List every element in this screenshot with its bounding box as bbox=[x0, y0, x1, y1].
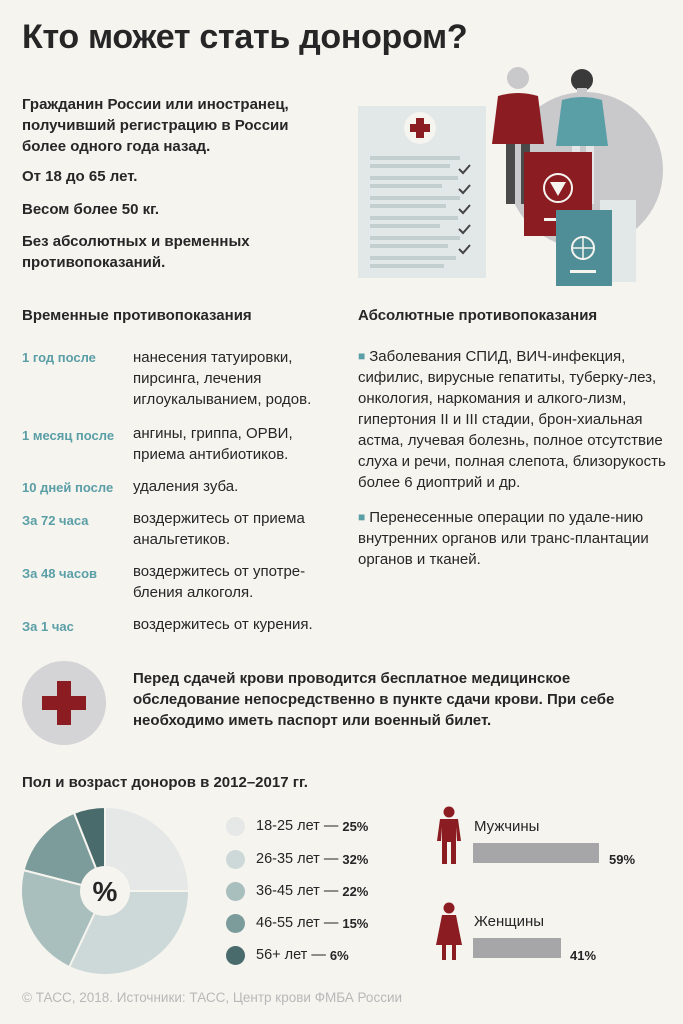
legend-label: 36-45 лет bbox=[256, 883, 320, 899]
age-pie-chart bbox=[18, 804, 192, 978]
absolute-item-text: Заболевания СПИД, ВИЧ-инфекция, сифилис, вирусные гепатиты, туберку-лез, онкология, наркомания и алкого-лизм, гипертония II и III стадии, брон-хиальная астма, лучевая болезнь, полное отсутствие слуха и речи, полная слепота, близорукость более 6 диоптрий и др. bbox=[358, 348, 666, 491]
men-value: 59% bbox=[609, 852, 636, 867]
gender-label-women: Женщины bbox=[474, 913, 545, 930]
requirement-citizenship: Гражданин России или иностранец, получивший регистрацию в России более одного года назад. bbox=[22, 96, 289, 155]
absolute-heading: Абсолютные противопоказания bbox=[358, 307, 598, 324]
pie-center-label: % bbox=[92, 876, 118, 907]
legend-value: 32% bbox=[342, 851, 369, 867]
legend-value: 25% bbox=[342, 818, 369, 834]
legend-label: 46-55 лет bbox=[256, 915, 320, 931]
temporary-term: За 72 часа bbox=[22, 513, 89, 528]
legend-swatch bbox=[226, 946, 245, 965]
temporary-desc: воздержитесь от употре-бления алкоголя. bbox=[133, 563, 306, 601]
women-value: 41% bbox=[570, 948, 597, 963]
legend-dash: — bbox=[319, 818, 339, 834]
square-bullet-icon: ■ bbox=[358, 510, 366, 524]
legend-label: 18-25 лет bbox=[256, 818, 320, 834]
legend-swatch bbox=[226, 817, 245, 836]
temporary-term: За 48 часов bbox=[22, 566, 97, 581]
page-title: Кто может стать донором? bbox=[22, 18, 468, 56]
legend-dash: — bbox=[307, 947, 326, 963]
temporary-term: За 1 час bbox=[22, 619, 74, 634]
temporary-desc: воздержитесь от приема анальгетиков. bbox=[133, 510, 305, 548]
legend-value: 22% bbox=[342, 883, 369, 899]
legend-value: 6% bbox=[329, 947, 349, 963]
legend-label: 26-35 лет bbox=[256, 851, 320, 867]
temporary-desc: нанесения татуировки, пирсинга, лечения иглоукалыванием, родов. bbox=[133, 349, 312, 408]
legend-label: 56+ лет bbox=[256, 947, 308, 963]
legend-swatch bbox=[226, 882, 245, 901]
square-bullet-icon: ■ bbox=[358, 349, 366, 363]
temporary-term: 1 год после bbox=[22, 350, 96, 365]
temporary-term: 10 дней после bbox=[22, 480, 114, 495]
men-bar bbox=[473, 843, 599, 863]
legend-item bbox=[226, 881, 368, 901]
chart-title: Пол и возраст доноров в 2012–2017 гг. bbox=[22, 774, 308, 791]
info-text: Перед сдачей крови проводится бесплатное медицинское обследование непосредственно в пункте сдачи крови. При себе необходимо иметь паспорт или военный билет. bbox=[133, 670, 615, 729]
footer-source: © ТАСС, 2018. Источники: ТАСС, Центр крови ФМБА России bbox=[22, 990, 403, 1005]
legend-dash: — bbox=[319, 915, 339, 931]
legend-swatch bbox=[226, 850, 245, 869]
temporary-desc: ангины, гриппа, ОРВИ, приема антибиотиков. bbox=[133, 425, 293, 463]
temporary-term: 1 месяц после bbox=[22, 428, 115, 443]
women-bar bbox=[473, 938, 561, 958]
absolute-item bbox=[358, 346, 668, 493]
legend-item bbox=[226, 849, 368, 869]
requirement-age: От 18 до 65 лет. bbox=[22, 168, 138, 185]
legend-dash: — bbox=[319, 883, 339, 899]
temporary-desc: воздержитесь от курения. bbox=[133, 616, 313, 633]
legend-dash: — bbox=[319, 851, 339, 867]
man-icon bbox=[436, 806, 462, 864]
requirement-weight: Весом более 50 кг. bbox=[22, 201, 160, 218]
donor-documents-illustration bbox=[350, 60, 670, 290]
legend-item bbox=[226, 816, 368, 836]
legend-item bbox=[226, 913, 368, 933]
gender-label-men: Мужчины bbox=[474, 818, 540, 835]
medical-cross-icon bbox=[22, 661, 106, 745]
absolute-list bbox=[358, 346, 668, 584]
temporary-heading: Временные противопоказания bbox=[22, 307, 252, 324]
temporary-desc: удаления зуба. bbox=[133, 478, 239, 495]
legend-swatch bbox=[226, 914, 245, 933]
woman-icon bbox=[436, 902, 462, 960]
requirement-no-contraindications: Без абсолютных и временных противопоказаний. bbox=[22, 233, 250, 271]
legend-item bbox=[226, 945, 349, 965]
legend-value: 15% bbox=[342, 915, 369, 931]
absolute-item-text: Перенесенные операции по удале-нию внутренних органов или транс-плантации органов и тканей. bbox=[358, 509, 649, 568]
absolute-item bbox=[358, 507, 668, 570]
